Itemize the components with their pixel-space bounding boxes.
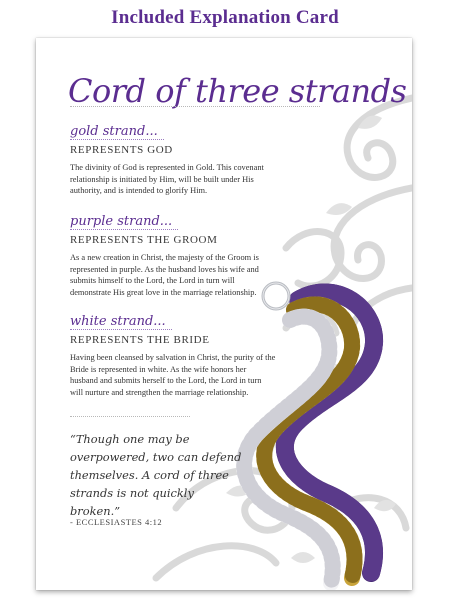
section-gold — [70, 120, 276, 197]
card-title: Cord of three strands — [68, 72, 407, 110]
explanation-card — [36, 38, 412, 590]
quote-text: “Though one may be overpowered, two can defend themselves. A cord of three strands is not quickly broken.” — [70, 432, 242, 518]
section-body: Having been cleansed by salvation in Christ, the purity of the Bride is represented in white. As the wife honors her husband and submits herself to the Lord, the Lord in turn will nurture and strengthen the marriage relationship. — [70, 353, 276, 397]
section-body: As a new creation in Christ, the majesty of the Groom is represented in purple. As the husband loves his wife and submits himself to the Lord, the Lord in turn will demonstrate His great love in the marriage relationship. — [70, 253, 259, 297]
quote-reference: - ECCLESIASTES 4:12 — [70, 517, 163, 527]
section-heading: REPRESENTS THE BRIDE — [70, 334, 210, 346]
title-divider — [70, 106, 320, 107]
banner-title: Included Explanation Card — [111, 7, 339, 28]
section-purple — [70, 210, 276, 298]
section-label: purple strand... — [70, 214, 178, 230]
section-white — [70, 310, 276, 398]
quote-divider — [70, 416, 190, 417]
section-label: white strand... — [70, 314, 172, 330]
section-heading: REPRESENTS GOD — [70, 144, 173, 156]
section-body: The divinity of God is represented in Gold. This covenant relationship is initiated by Him, will be built under His authority, and is intended to glorify Him. — [70, 163, 264, 196]
section-heading: REPRESENTS THE GROOM — [70, 234, 218, 246]
section-label: gold strand... — [70, 124, 164, 140]
